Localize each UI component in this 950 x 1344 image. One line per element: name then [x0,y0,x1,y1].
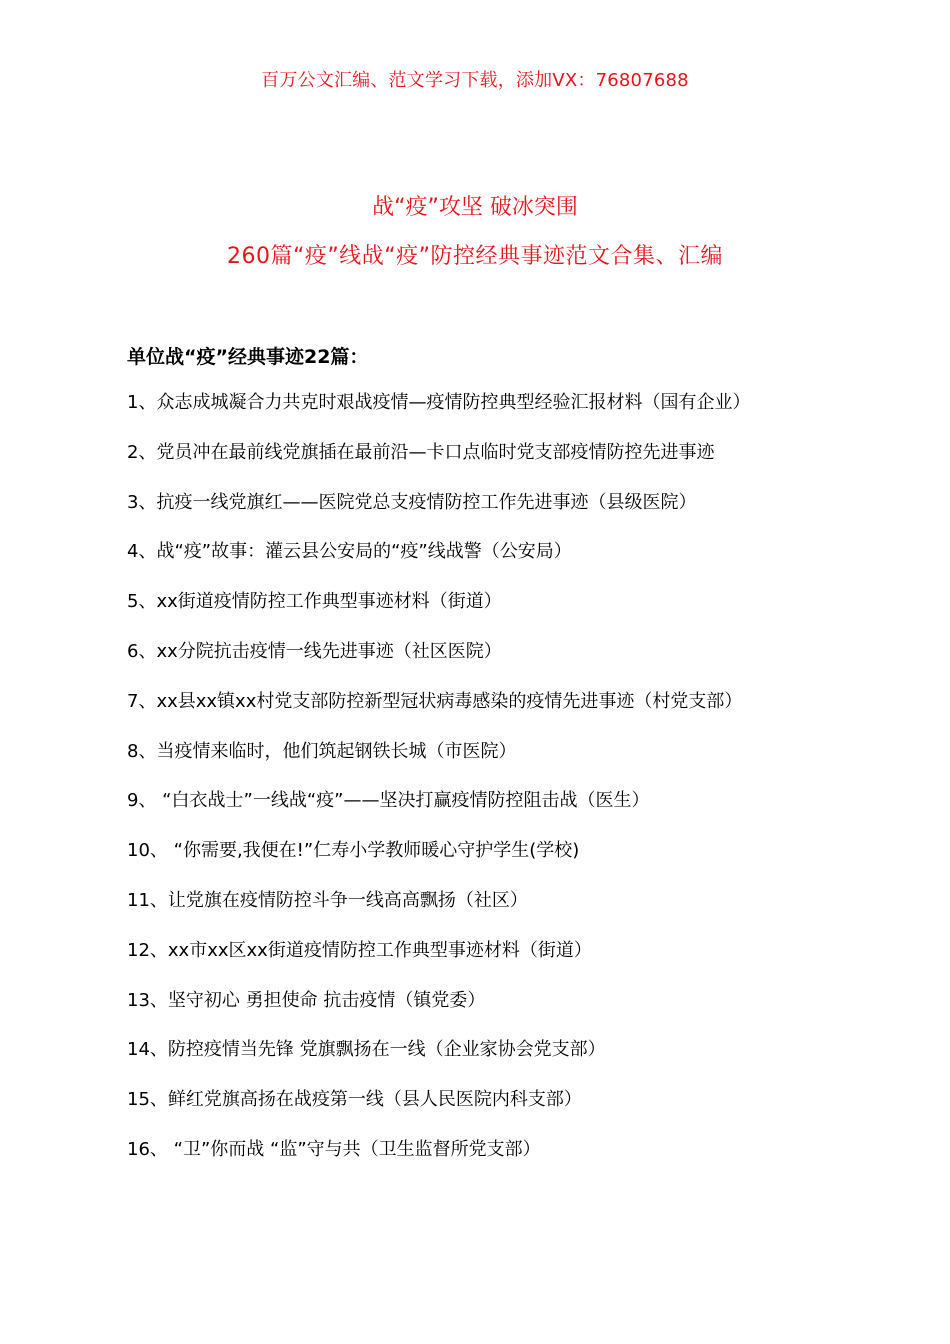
header-note: 百万公文汇编、范文学习下载，添加VX：76807688 [261,70,689,91]
list-item: 3、抗疫一线党旗红——医院党总支疫情防控工作先进事迹（县级医院） [127,491,697,513]
list-item: 1、众志成城凝合力共克时艰战疫情—疫情防控典型经验汇报材料（国有企业） [127,392,751,413]
list-item: 15、鲜红党旗高扬在战疫第一线（县人民医院内科支部） [127,1089,582,1111]
list-item: 4、战“疫”故事：灌云县公安局的“疫”线战警（公安局） [127,541,572,563]
document-title-line-1: 战“疫”攻坚 破冰突围 [372,195,578,220]
article-list [127,390,847,1187]
list-item: 13、坚守初心 勇担使命 抗击疫情（镇党委） [127,989,486,1011]
list-item: 8、当疫情来临时，他们筑起钢铁长城（市医院） [127,740,517,762]
list-item: 9、 “白衣战士”一线战“疫”——坚决打赢疫情防控阻击战（医生） [127,790,650,812]
document-title-line-2: 260篇“疫”线战“疫”防控经典事迹范文合集、汇编 [226,244,724,269]
list-item: 10、 “你需要,我便在!”仁寿小学教师暖心守护学生(学校) [127,840,580,862]
list-item: 2、党员冲在最前线党旗插在最前沿—卡口点临时党支部疫情防控先进事迹 [127,441,715,463]
section-heading: 单位战“疫”经典事迹22篇： [127,346,369,368]
list-item: 14、防控疫情当先锋 党旗飘扬在一线（企业家协会党支部） [127,1039,606,1061]
list-item: 5、xx街道疫情防控工作典型事迹材料（街道） [127,591,502,613]
list-item: 12、xx市xx区xx街道疫情防控工作典型事迹材料（街道） [127,939,592,961]
list-item: 16、 “卫”你而战 “监”守与共（卫生监督所党支部） [127,1138,541,1160]
list-item: 11、让党旗在疫情防控斗争一线高高飘扬（社区） [127,889,528,911]
list-item: 7、xx县xx镇xx村党支部防控新型冠状病毒感染的疫情先进事迹（村党支部） [127,690,743,712]
list-item: 6、xx分院抗击疫情一线先进事迹（社区医院） [127,640,502,662]
